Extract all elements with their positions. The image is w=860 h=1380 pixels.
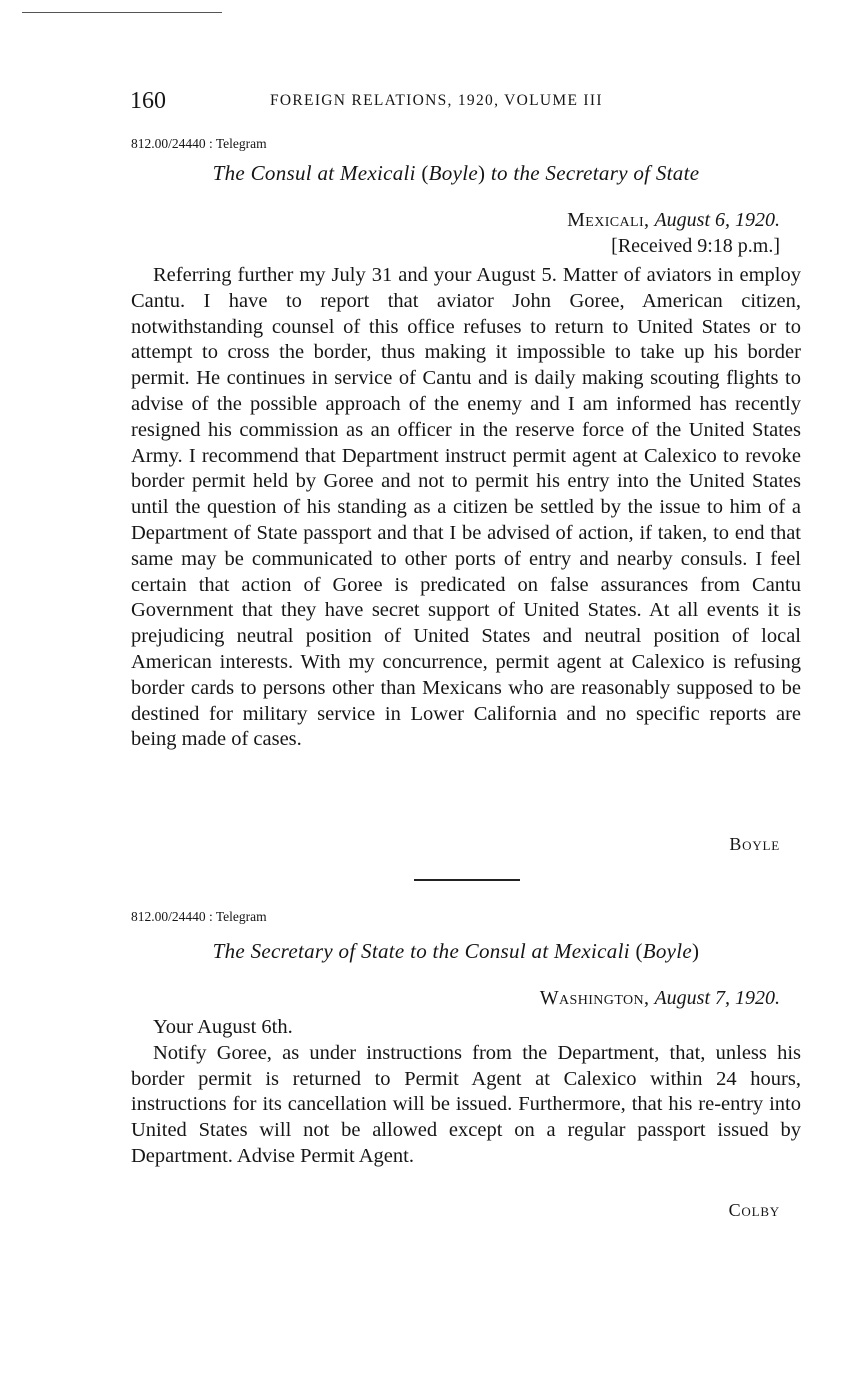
running-head: FOREIGN RELATIONS, 1920, VOLUME III <box>270 92 603 109</box>
signature: Colby <box>728 1200 780 1220</box>
body-paragraph: Notify Goree, as under instructions from the Department, that, unless his border permit is returned to Permit Agent at Calexico within 24 hours, instructions for its cancellation will be issued. Furthermore, that his re-entry into United States will not be allowed except on a regular passport issued by Department. Advise Permit Agent. <box>131 1041 801 1167</box>
document-title <box>131 938 781 964</box>
title-person: Boyle <box>642 939 693 963</box>
title-paren-open: ( <box>421 161 429 185</box>
file-reference: 812.00/24440 : Telegram <box>131 136 267 151</box>
received-note: [Received 9:18 p.m.] <box>611 235 780 257</box>
telegram-body <box>131 263 801 753</box>
title-person: Boyle <box>428 161 478 185</box>
dateline <box>567 207 780 233</box>
title-paren-close: ) <box>692 939 700 963</box>
body-paragraph: Referring further my July 31 and your August 5. Matter of aviators in employ Cantu. I have to report that aviator John Goree, American citizen, notwithstanding counsel of this office refuses to return to United States or to attempt to cross the border, thus making it impossible to take up his border permit. He continues in service of Cantu and is daily making scouting flights to advise of the possible approach of the enemy and I am informed has recently resigned his commission as an officer in the reserve force of the United States Army. I recommend that Department instruct permit agent at Calexico to revoke border permit held by Goree and not to permit his entry into the United States until the question of his standing as a citizen be settled by the issue to him of a Department of State passport and that I be advised of action, if taken, to end that same may be communicated to other ports of entry and nearby consuls. I feel certain that action of Goree is predicated on false assurances from Cantu Government that they have secret support of United States. At all events it is prejudicing neutral position of United States and neutral position of local American interests. With my concurrence, permit agent at Calexico is refusing border cards to persons other than Mexicans who are reasonably supposed to be destined for military service in Lower California and no specific reports are being made of cases. <box>131 264 801 751</box>
dateline <box>540 985 780 1011</box>
page-header <box>130 86 780 118</box>
title-part: The Secretary of State to the Consul at Mexicali <box>212 939 630 963</box>
top-edge-rule <box>22 12 222 13</box>
title-part: to the Secretary of State <box>490 161 700 185</box>
body-paragraph: Your August 6th. <box>153 1016 293 1038</box>
dateline-date: August 6, 1920. <box>654 209 780 231</box>
dateline-date: August 7, 1920. <box>654 987 780 1009</box>
title-paren-open: ( <box>635 939 643 963</box>
page-number: 160 <box>130 88 166 114</box>
telegram-body <box>131 1015 801 1170</box>
title-paren-close: ) <box>477 161 486 185</box>
dateline-place: Washington, <box>539 987 650 1009</box>
section-separator <box>414 879 520 881</box>
file-reference: 812.00/24440 : Telegram <box>131 909 267 924</box>
title-part: The Consul at Mexicali <box>212 161 416 185</box>
signature: Boyle <box>729 834 780 854</box>
dateline-place: Mexicali, <box>567 209 650 231</box>
document-title <box>131 160 781 186</box>
